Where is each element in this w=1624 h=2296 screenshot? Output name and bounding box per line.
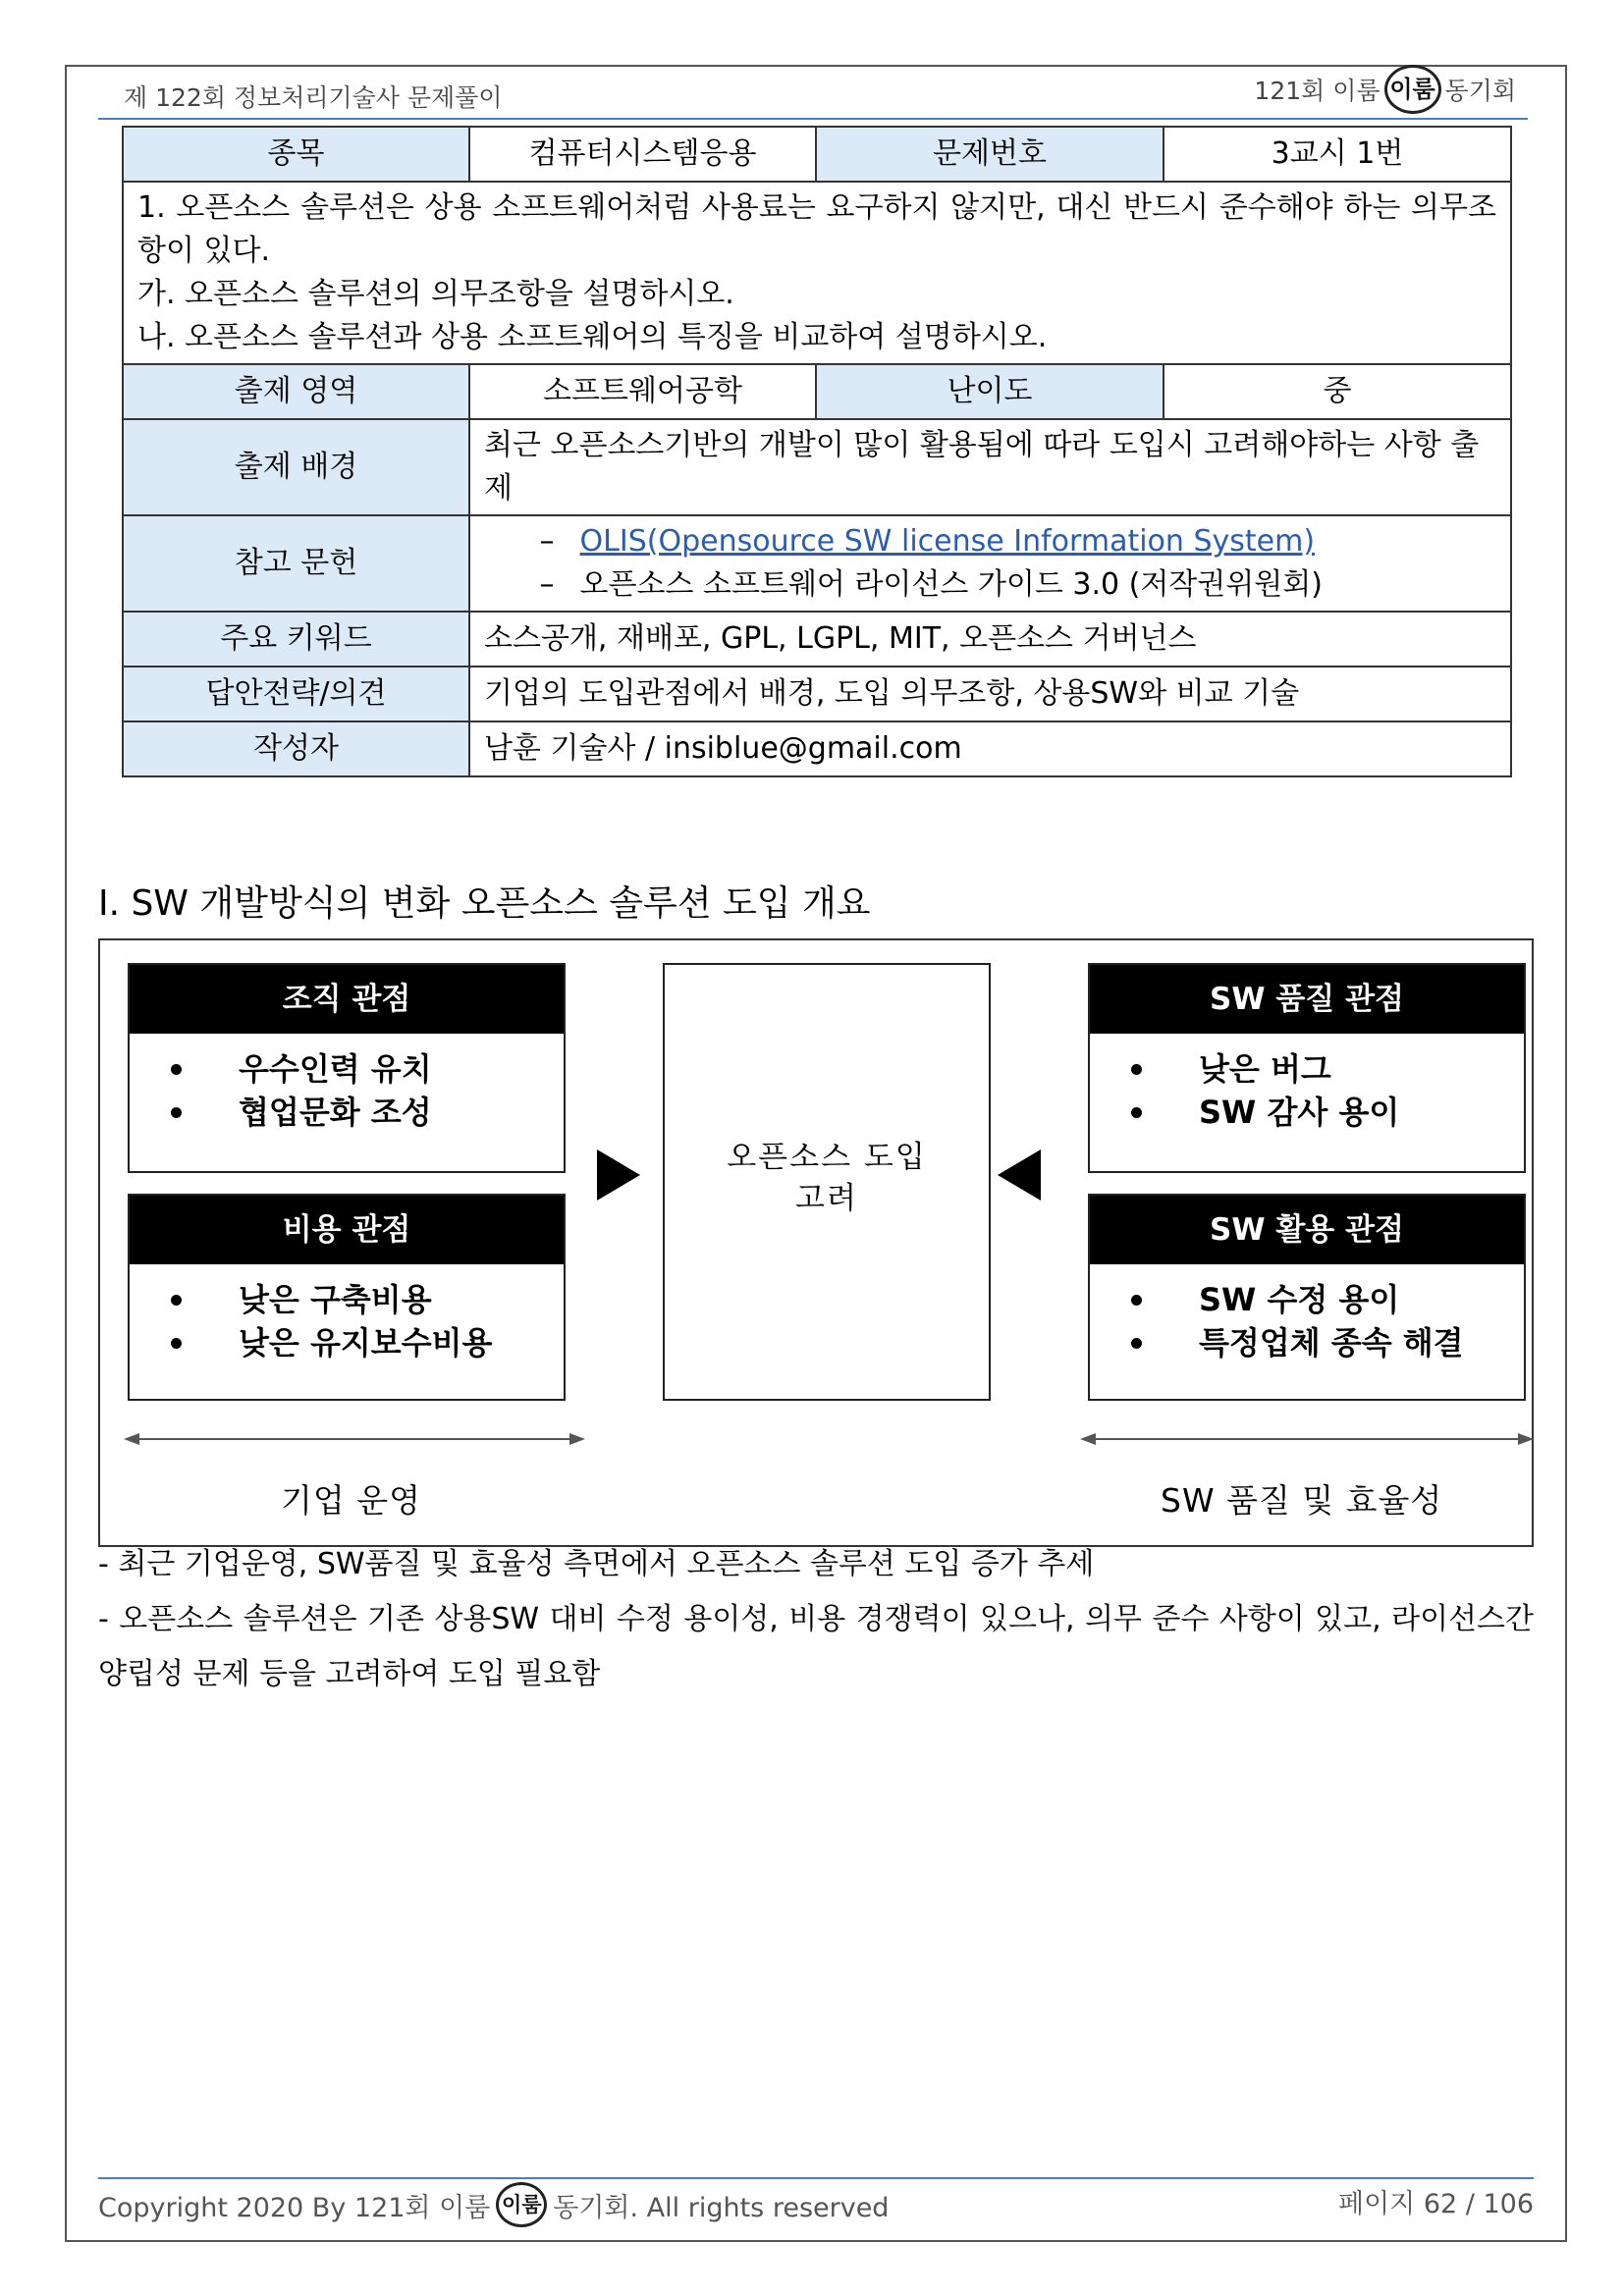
list-item <box>1131 1278 1524 1321</box>
bullet-icon <box>171 1107 182 1118</box>
table-row <box>123 364 1511 419</box>
dash-marker: – <box>539 567 555 602</box>
center-box <box>663 963 991 1401</box>
center-line: 오픈소스 도입 <box>727 1140 927 1175</box>
item-text: SW 수정 용이 <box>1199 1281 1400 1318</box>
box-body <box>130 1034 564 1134</box>
notes <box>98 1537 1534 1702</box>
box-title: 비용 관점 <box>130 1196 564 1264</box>
item-text: SW 감사 용이 <box>1199 1094 1400 1131</box>
list-item <box>1131 1047 1524 1091</box>
item-text: 특정업체 종속 해결 <box>1199 1324 1464 1362</box>
label-background: 출제 배경 <box>123 419 469 515</box>
value-author: 남훈 기술사 / insiblue@gmail.com <box>469 721 1511 776</box>
value-area: 소프트웨어공학 <box>469 364 816 419</box>
dash-marker: – <box>539 524 555 559</box>
list-item <box>171 1047 564 1091</box>
list-item <box>1131 1091 1524 1134</box>
box-title: SW 품질 관점 <box>1090 965 1524 1034</box>
bullet-icon <box>171 1064 182 1075</box>
page-header <box>98 77 1528 120</box>
header-title: 제 122회 정보처리기술사 문제풀이 <box>124 83 503 112</box>
value-references <box>469 515 1511 612</box>
right-caption: SW 품질 및 효율성 <box>1161 1481 1443 1520</box>
copyright-suffix: 동기회. All rights reserved <box>553 2192 890 2223</box>
table-row <box>123 182 1511 364</box>
bullet-icon <box>171 1338 182 1349</box>
question-sub-b: 나. 오픈소스 솔루션과 상용 소프트웨어의 특징을 비교하여 설명하시오. <box>137 320 1048 354</box>
box-title: 조직 관점 <box>130 965 564 1034</box>
seal-logo: 이룸 <box>496 2182 547 2227</box>
label-references: 참고 문헌 <box>123 515 469 612</box>
question-text <box>123 182 1511 364</box>
copyright-prefix: Copyright 2020 By 121회 이룸 <box>98 2192 491 2223</box>
list-item <box>171 1321 564 1364</box>
olis-link[interactable]: OLIS(Opensource SW license Information System) <box>579 524 1316 559</box>
left-range-arrow <box>124 1427 585 1451</box>
value-question-number: 3교시 1번 <box>1164 127 1511 182</box>
usage-perspective-box <box>1088 1194 1526 1401</box>
value-background: 최근 오픈소스기반의 개발이 많이 활용됨에 따라 도입시 고려해야하는 사항 출제 <box>469 419 1511 515</box>
copyright <box>98 2179 889 2230</box>
box-body <box>1090 1034 1524 1134</box>
bullet-icon <box>1131 1107 1142 1118</box>
bullet-icon <box>1131 1064 1142 1075</box>
value-difficulty: 중 <box>1164 364 1511 419</box>
value-subject: 컴퓨터시스템응용 <box>469 127 816 182</box>
box-title: SW 활용 관점 <box>1090 1196 1524 1264</box>
bullet-icon <box>171 1295 182 1306</box>
arrow-right-icon <box>597 1149 640 1201</box>
question-info-table <box>122 126 1512 777</box>
cost-perspective-box <box>128 1194 566 1401</box>
label-strategy: 답안전략/의견 <box>123 667 469 721</box>
bullet-icon <box>1131 1295 1142 1306</box>
table-row <box>123 515 1511 612</box>
org-perspective-box <box>128 963 566 1173</box>
question-sub-a: 가. 오픈소스 솔루션의 의무조항을 설명하시오. <box>137 277 734 311</box>
page-footer <box>98 2177 1534 2230</box>
bullet-icon <box>1131 1338 1142 1349</box>
table-row <box>123 721 1511 776</box>
page-number: 페이지 62 / 106 <box>1338 2189 1534 2219</box>
item-text: 낮은 버그 <box>1199 1050 1331 1088</box>
label-subject: 종목 <box>123 127 469 182</box>
left-caption: 기업 운영 <box>281 1481 422 1520</box>
table-row <box>123 127 1511 182</box>
center-line: 고려 <box>795 1181 858 1216</box>
label-author: 작성자 <box>123 721 469 776</box>
label-difficulty: 난이도 <box>816 364 1164 419</box>
table-row <box>123 612 1511 667</box>
header-group-prefix: 121회 이룸 <box>1254 77 1380 105</box>
list-item <box>171 1091 564 1134</box>
label-keywords: 주요 키워드 <box>123 612 469 667</box>
item-text: 우수인력 유치 <box>239 1050 432 1088</box>
seal-logo: 이룸 <box>1384 65 1441 114</box>
table-row <box>123 419 1511 515</box>
box-body <box>1090 1264 1524 1364</box>
value-strategy: 기업의 도입관점에서 배경, 도입 의무조항, 상용SW와 비교 기술 <box>469 667 1511 721</box>
section-title: I. SW 개발방식의 변화 오픈소스 솔루션 도입 개요 <box>98 883 871 924</box>
list-item <box>1131 1321 1524 1364</box>
reference-item <box>484 563 1496 607</box>
list-item <box>171 1278 564 1321</box>
arrow-left-icon <box>998 1149 1041 1201</box>
note-line: - 오픈소스 솔루션은 기존 상용SW 대비 수정 용이성, 비용 경쟁력이 있으나, 의무 준수 사항이 있고, 라이선스간 양립성 문제 등을 고려하여 도입 필요함 <box>98 1602 1534 1691</box>
center-text <box>665 1137 989 1219</box>
header-group-suffix: 동기회 <box>1444 77 1516 105</box>
reference-item <box>484 520 1496 563</box>
table-row <box>123 667 1511 721</box>
question-line: 1. 오픈소스 솔루션은 상용 소프트웨어처럼 사용료는 요구하지 않지만, 대신 반드시 준수해야 하는 의무조항이 있다. <box>137 190 1496 268</box>
item-text: 낮은 유지보수비용 <box>239 1324 493 1362</box>
reference-text: 오픈소스 소프트웨어 라이선스 가이드 3.0 (저작권위원회) <box>579 567 1323 602</box>
label-question-number: 문제번호 <box>816 127 1164 182</box>
label-area: 출제 영역 <box>123 364 469 419</box>
note-line: - 최근 기업운영, SW품질 및 효율성 측면에서 오픈소스 솔루션 도입 증가 추세 <box>98 1547 1095 1581</box>
value-keywords: 소스공개, 재배포, GPL, LGPL, MIT, 오픈소스 거버넌스 <box>469 612 1511 667</box>
adoption-diagram <box>98 938 1534 1547</box>
item-text: 협업문화 조성 <box>239 1094 432 1131</box>
quality-perspective-box <box>1088 963 1526 1173</box>
header-group-name <box>1254 65 1516 114</box>
right-range-arrow <box>1080 1427 1534 1451</box>
item-text: 낮은 구축비용 <box>239 1281 432 1318</box>
box-body <box>130 1264 564 1364</box>
